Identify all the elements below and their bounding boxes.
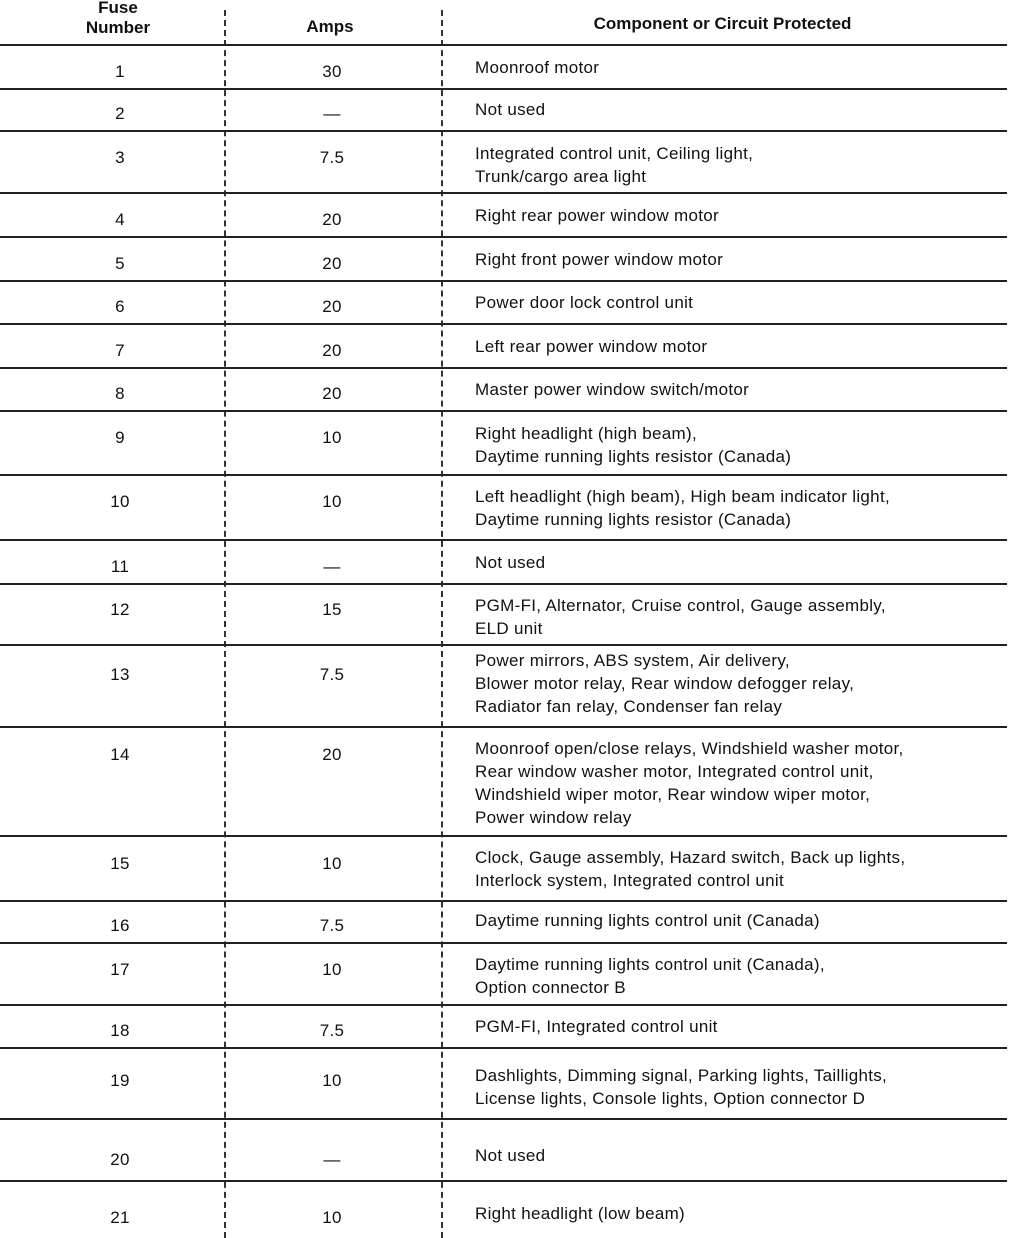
fuse-number: 14: [110, 745, 130, 764]
fuse-amps: 7.5: [319, 916, 345, 935]
fuse-number: 11: [110, 557, 130, 576]
fuse-amps: 15: [322, 600, 342, 619]
header-component: Component or Circuit Protected: [593, 14, 852, 33]
fuse-number: 21: [110, 1208, 130, 1227]
column-divider-2: [441, 10, 443, 1238]
fuse-amps: 10: [322, 428, 342, 447]
row-divider: [0, 1118, 1007, 1120]
fuse-number: 17: [110, 960, 130, 979]
row-divider: [0, 1180, 1007, 1182]
fuse-number: 15: [110, 854, 130, 873]
fuse-component: Right front power window motor: [475, 250, 724, 269]
fuse-amps: 10: [322, 854, 342, 873]
fuse-amps: —: [323, 557, 341, 576]
header-fuse-number: Fuse Number: [85, 0, 151, 37]
fuse-number: 1: [115, 62, 125, 81]
fuse-number: 18: [110, 1021, 130, 1040]
fuse-component: Left headlight (high beam), High beam indicator light, Daytime running lights resistor (Canada): [475, 487, 890, 529]
fuse-number: 13: [110, 665, 130, 684]
row-divider: [0, 1047, 1007, 1049]
fuse-component: Integrated control unit, Ceiling light, Trunk/cargo area light: [475, 144, 754, 186]
fuse-amps: 7.5: [319, 665, 345, 684]
fuse-amps: 20: [322, 745, 342, 764]
fuse-amps: 20: [322, 210, 342, 229]
row-divider: [0, 942, 1007, 944]
fuse-component: Not used: [475, 553, 546, 572]
row-divider: [0, 410, 1007, 412]
fuse-component: Daytime running lights control unit (Canada), Option connector B: [475, 955, 825, 997]
header-amps: Amps: [306, 17, 354, 36]
fuse-amps: 30: [322, 62, 342, 81]
fuse-number: 10: [110, 492, 130, 511]
fuse-amps: 7.5: [319, 148, 345, 167]
fuse-number: 4: [115, 210, 125, 229]
fuse-amps: 20: [322, 341, 342, 360]
row-divider: [0, 323, 1007, 325]
fuse-number: 2: [115, 104, 125, 123]
fuse-number: 7: [115, 341, 125, 360]
fuse-component: Power mirrors, ABS system, Air delivery, Blower motor relay, Rear window defogger relay, Radiator fan relay, Condenser fan relay: [475, 651, 855, 716]
row-divider: [0, 367, 1007, 369]
fuse-component: PGM-FI, Alternator, Cruise control, Gauge assembly, ELD unit: [475, 596, 886, 638]
fuse-amps: 20: [322, 384, 342, 403]
fuse-number: 19: [110, 1071, 130, 1090]
row-divider: [0, 726, 1007, 728]
fuse-amps: 10: [322, 960, 342, 979]
fuse-amps: 20: [322, 297, 342, 316]
fuse-amps: —: [323, 104, 341, 123]
fuse-number: 20: [110, 1150, 130, 1169]
row-divider: [0, 583, 1007, 585]
fuse-component: Moonroof open/close relays, Windshield washer motor, Rear window washer motor, Integrated control unit, Windshield wiper motor, Rear window wiper motor, Power window relay: [475, 739, 904, 827]
fuse-component: PGM-FI, Integrated control unit: [475, 1017, 718, 1036]
row-divider: [0, 192, 1007, 194]
fuse-component: Power door lock control unit: [475, 293, 694, 312]
row-divider: [0, 44, 1007, 46]
fuse-number: 9: [115, 428, 125, 447]
fuse-component: Not used: [475, 1146, 546, 1165]
fuse-number: 3: [115, 148, 125, 167]
fuse-component: Right rear power window motor: [475, 206, 719, 225]
fuse-number: 8: [115, 384, 125, 403]
row-divider: [0, 280, 1007, 282]
row-divider: [0, 88, 1007, 90]
row-divider: [0, 644, 1007, 646]
fuse-component: Daytime running lights control unit (Canada): [475, 911, 820, 930]
fuse-number: 12: [110, 600, 130, 619]
row-divider: [0, 835, 1007, 837]
fuse-amps: —: [323, 1150, 341, 1169]
fuse-component: Moonroof motor: [475, 58, 600, 77]
fuse-number: 5: [115, 254, 125, 273]
fuse-component: Clock, Gauge assembly, Hazard switch, Back up lights, Interlock system, Integrated control unit: [475, 848, 906, 890]
row-divider: [0, 236, 1007, 238]
fuse-amps: 10: [322, 492, 342, 511]
row-divider: [0, 539, 1007, 541]
row-divider: [0, 474, 1007, 476]
fuse-number: 16: [110, 916, 130, 935]
fuse-component: Not used: [475, 100, 546, 119]
column-divider-1: [224, 10, 226, 1238]
fuse-number: 6: [115, 297, 125, 316]
row-divider: [0, 130, 1007, 132]
fuse-amps: 7.5: [319, 1021, 345, 1040]
fuse-component: Right headlight (low beam): [475, 1204, 686, 1223]
fuse-amps: 10: [322, 1208, 342, 1227]
fuse-amps: 20: [322, 254, 342, 273]
row-divider: [0, 900, 1007, 902]
fuse-component: Master power window switch/motor: [475, 380, 750, 399]
fuse-component: Right headlight (high beam), Daytime running lights resistor (Canada): [475, 424, 792, 466]
row-divider: [0, 1004, 1007, 1006]
fuse-amps: 10: [322, 1071, 342, 1090]
fuse-component: Left rear power window motor: [475, 337, 708, 356]
fuse-component: Dashlights, Dimming signal, Parking lights, Taillights, License lights, Console lights, Option connector D: [475, 1066, 888, 1108]
